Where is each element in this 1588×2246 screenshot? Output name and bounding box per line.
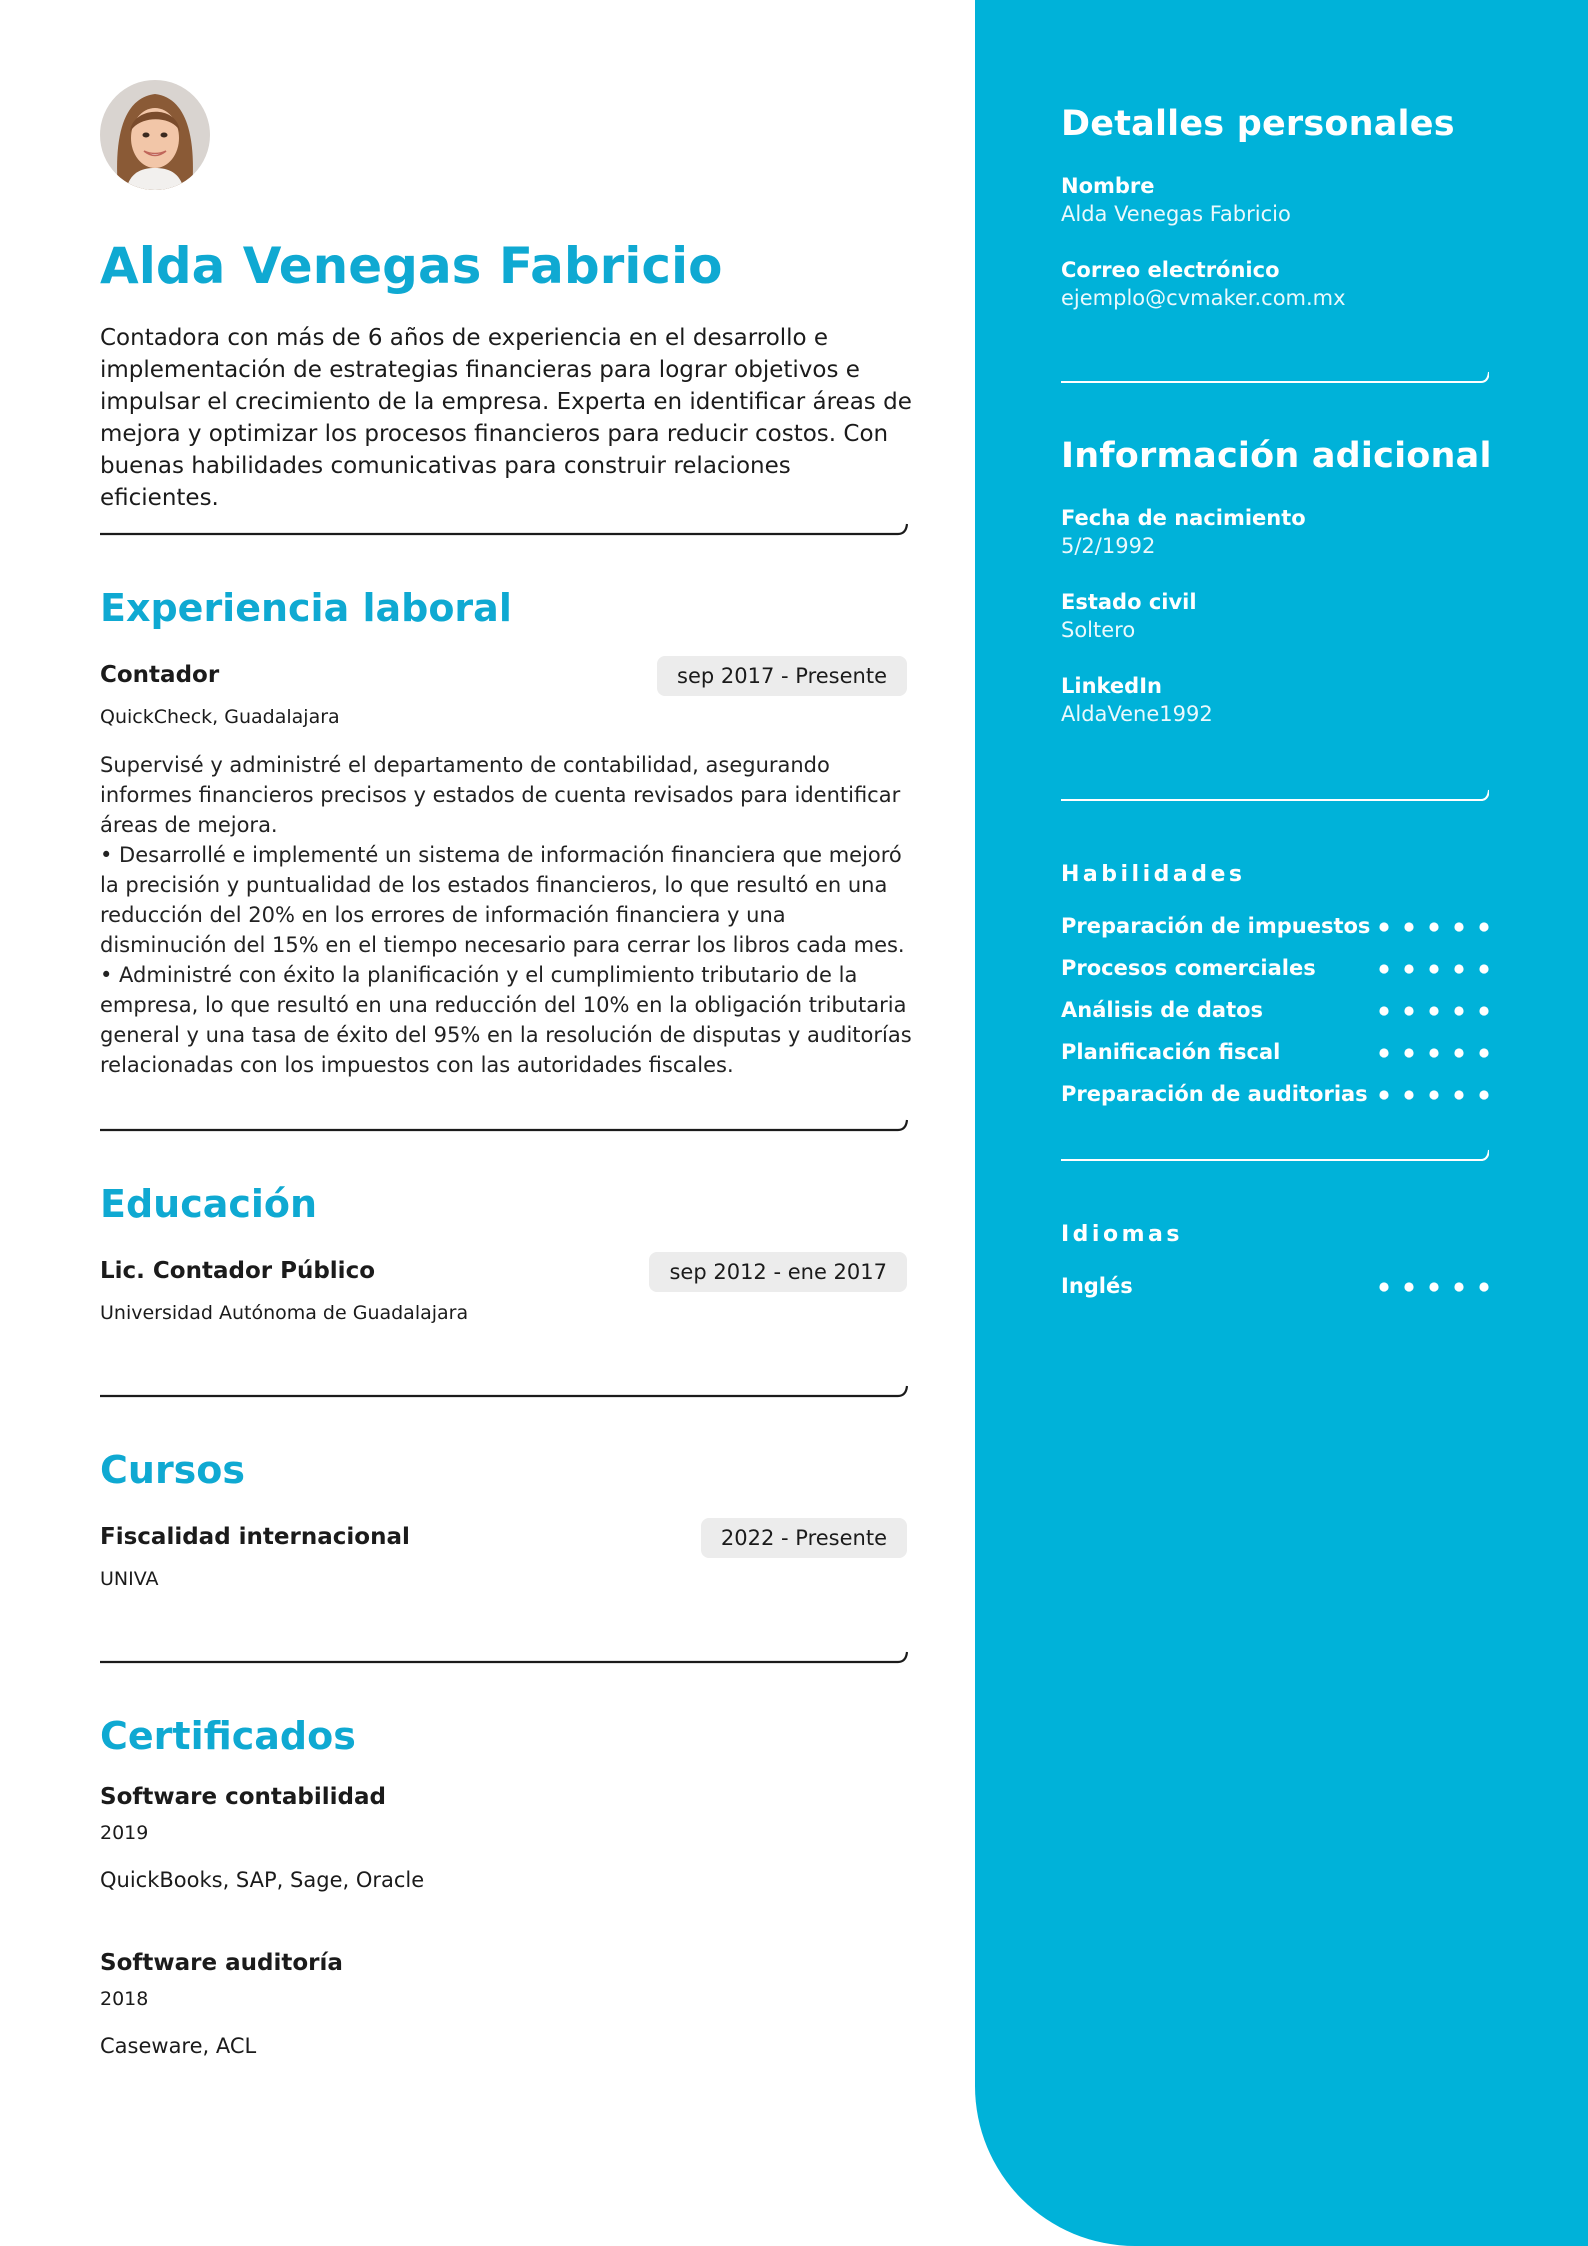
skill-name: Procesos comerciales — [1061, 956, 1316, 980]
rating-dot — [1404, 1006, 1413, 1015]
skill-rating — [1379, 1090, 1489, 1100]
course-name: Fiscalidad internacional — [100, 1524, 410, 1550]
birthdate-label: Fecha de nacimiento — [1061, 506, 1306, 530]
language-rating — [1379, 1282, 1489, 1292]
certificate-name: Software contabilidad — [100, 1784, 386, 1810]
rating-dot — [1479, 1282, 1488, 1291]
skill-row — [1061, 998, 1489, 1026]
rating-dot — [1454, 1006, 1463, 1015]
civil-status-label: Estado civil — [1061, 590, 1197, 614]
rating-dot — [1429, 964, 1438, 973]
rating-dot — [1379, 964, 1388, 973]
language-name: Inglés — [1061, 1274, 1133, 1298]
rating-dot — [1379, 1006, 1388, 1015]
rating-dot — [1479, 922, 1488, 931]
rating-dot — [1379, 1048, 1388, 1057]
rating-dot — [1429, 1282, 1438, 1291]
courses-heading: Cursos — [100, 1448, 246, 1492]
skill-name: Preparación de auditorias — [1061, 1082, 1368, 1106]
rating-dot — [1454, 1282, 1463, 1291]
language-row — [1061, 1274, 1489, 1302]
job-description-paragraph: • Desarrollé e implementé un sistema de información financiera que mejoró la precisión y puntualidad de los estados financieros, lo que resultó en una reducción del 20% en los errores de información financiera y una disminución del 15% en el tiempo necesario para cerrar los libros cada mes. — [100, 843, 905, 957]
skill-rating — [1379, 964, 1489, 974]
section-divider — [100, 520, 908, 536]
section-divider — [100, 1382, 908, 1398]
education-dates-badge: sep 2012 - ene 2017 — [649, 1252, 907, 1292]
section-divider — [100, 1648, 908, 1664]
course-dates-badge: 2022 - Presente — [701, 1518, 907, 1558]
birthdate-value: 5/2/1992 — [1061, 534, 1156, 558]
rating-dot — [1454, 964, 1463, 973]
linkedin-value[interactable]: AldaVene1992 — [1061, 702, 1213, 726]
skill-rating — [1379, 1006, 1489, 1016]
education-degree: Lic. Contador Público — [100, 1258, 376, 1284]
skill-row — [1061, 956, 1489, 984]
section-divider — [100, 1116, 908, 1132]
rating-dot — [1379, 1282, 1388, 1291]
certificate-year: 2018 — [100, 1988, 149, 2010]
avatar-photo — [100, 80, 210, 190]
sidebar-divider — [1061, 786, 1489, 802]
rating-dot — [1479, 1090, 1488, 1099]
certificate-year: 2019 — [100, 1822, 149, 1844]
profile-summary: Contadora con más de 6 años de experiencia en el desarrollo e implementación de estrategias financieras para lograr objetivos e impulsar el crecimiento de la empresa. Experta en identificar áreas de mejora y optimizar los procesos financieros para reducir costos. Con buenas habilidades comunicativas para construir relaciones eficientes. — [100, 325, 912, 511]
rating-dot — [1454, 922, 1463, 931]
certificate-details: QuickBooks, SAP, Sage, Oracle — [100, 1868, 425, 1892]
course-institution: UNIVA — [100, 1568, 159, 1590]
skill-name: Preparación de impuestos — [1061, 914, 1371, 938]
rating-dot — [1404, 1282, 1413, 1291]
education-heading: Educación — [100, 1182, 318, 1226]
skill-name: Planificación fiscal — [1061, 1040, 1281, 1064]
job-description-paragraph: Supervisé y administré el departamento de contabilidad, asegurando informes financieros precisos y estados de cuenta revisados para identificar áreas de mejora. — [100, 753, 901, 837]
avatar — [100, 80, 210, 190]
job-title: Contador — [100, 662, 220, 688]
sidebar — [975, 0, 1588, 2246]
linkedin-label: LinkedIn — [1061, 674, 1162, 698]
rating-dot — [1454, 1048, 1463, 1057]
sidebar-divider — [1061, 1146, 1489, 1162]
languages-heading: Idiomas — [1061, 1222, 1183, 1247]
email-value[interactable]: ejemplo@cvmaker.com.mx — [1061, 286, 1346, 310]
job-description-paragraph: • Administré con éxito la planificación y el cumplimiento tributario de la empresa, lo que resultó en una reducción del 10% en la obligación tributaria general y una tasa de éxito del 95% en la resolución de disputas y auditorías relacionadas con los impuestos con las autoridades fiscales. — [100, 963, 912, 1077]
education-school: Universidad Autónoma de Guadalajara — [100, 1302, 469, 1324]
rating-dot — [1379, 922, 1388, 931]
skill-row — [1061, 1040, 1489, 1068]
additional-info-heading: Información adicional — [1061, 436, 1492, 476]
rating-dot — [1479, 1006, 1488, 1015]
candidate-name: Alda Venegas Fabricio — [100, 237, 723, 295]
rating-dot — [1429, 1048, 1438, 1057]
rating-dot — [1404, 1090, 1413, 1099]
sidebar-divider — [1061, 368, 1489, 384]
rating-dot — [1479, 1048, 1488, 1057]
experience-heading: Experiencia laboral — [100, 586, 512, 630]
personal-details-heading: Detalles personales — [1061, 104, 1455, 144]
rating-dot — [1479, 964, 1488, 973]
skill-name: Análisis de datos — [1061, 998, 1264, 1022]
rating-dot — [1404, 1048, 1413, 1057]
job-company: QuickCheck, Guadalajara — [100, 706, 340, 728]
certificate-name: Software auditoría — [100, 1950, 343, 1976]
rating-dot — [1379, 1090, 1388, 1099]
skill-row — [1061, 1082, 1489, 1110]
job-description — [100, 750, 915, 1080]
skill-row — [1061, 914, 1489, 942]
skill-rating — [1379, 922, 1489, 932]
civil-status-value: Soltero — [1061, 618, 1136, 642]
skills-heading: Habilidades — [1061, 862, 1246, 887]
skill-rating — [1379, 1048, 1489, 1058]
rating-dot — [1429, 922, 1438, 931]
rating-dot — [1454, 1090, 1463, 1099]
rating-dot — [1404, 964, 1413, 973]
job-dates-badge: sep 2017 - Presente — [657, 656, 907, 696]
certificates-heading: Certificados — [100, 1714, 356, 1758]
rating-dot — [1404, 922, 1413, 931]
rating-dot — [1429, 1006, 1438, 1015]
name-value: Alda Venegas Fabricio — [1061, 202, 1291, 226]
name-label: Nombre — [1061, 174, 1155, 198]
rating-dot — [1429, 1090, 1438, 1099]
certificate-details: Caseware, ACL — [100, 2034, 257, 2058]
email-label: Correo electrónico — [1061, 258, 1280, 282]
